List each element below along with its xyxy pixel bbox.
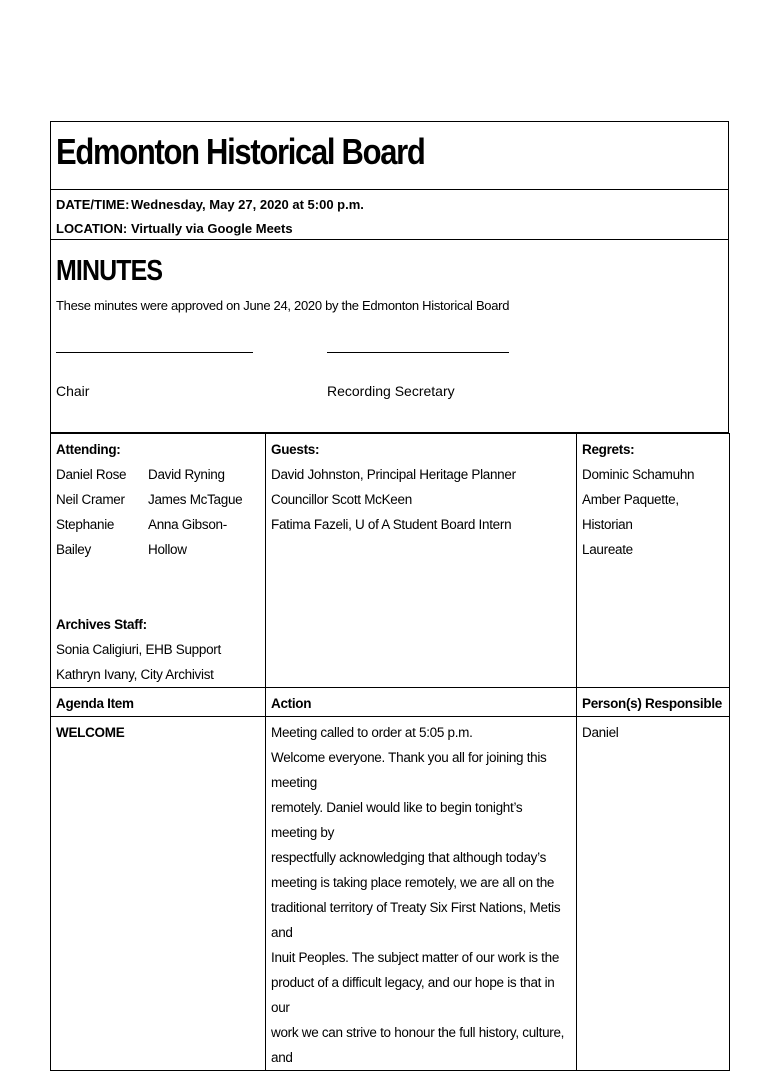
guest: David Johnston, Principal Heritage Planner: [271, 467, 516, 482]
meeting-details: [50, 189, 729, 240]
action-line: traditional territory of Treaty Six First Nations, Metis and: [271, 900, 561, 940]
attendee: Stephanie Bailey: [56, 517, 115, 557]
archives-staff-member: Kathryn Ivany, City Archivist: [56, 667, 214, 682]
date-label: DATE/TIME:: [56, 197, 130, 212]
action-line: work we can strive to honour the full history, culture, and: [271, 1025, 565, 1065]
agenda-item: WELCOME: [51, 717, 266, 1071]
attendee: James McTague: [148, 492, 243, 507]
column-header-agenda-item: Agenda Item: [51, 688, 266, 717]
attendee: Anna Gibson-Hollow: [148, 517, 227, 557]
chair-signature-line: [56, 352, 253, 353]
guests-header: Guests:: [271, 442, 320, 457]
minutes-document: [50, 121, 729, 1071]
column-header-responsible: Person(s) Responsible: [577, 688, 730, 717]
regret: Amber Paquette, Historian: [582, 492, 679, 532]
action-line: Inuit Peoples. The subject matter of our work is the: [271, 950, 560, 965]
attending-cell: [51, 434, 266, 688]
column-header-action: Action: [266, 688, 577, 717]
attendee: Neil Cramer: [56, 492, 125, 507]
guest: Fatima Fazeli, U of A Student Board Intern: [271, 517, 512, 532]
date-line: [56, 193, 723, 217]
regret: Laureate: [582, 542, 633, 557]
agenda-responsible: Daniel: [577, 717, 730, 1071]
minutes-heading: MINUTES: [56, 255, 163, 287]
approval-statement: These minutes were approved on June 24, 2020 by the Edmonton Historical Board: [56, 298, 510, 313]
guests-cell: [266, 434, 577, 688]
agenda-row-welcome: [51, 717, 730, 1071]
attending-list: [56, 462, 260, 562]
attendance-row: [51, 434, 730, 688]
title-section: [50, 121, 729, 189]
regret: Dominic Schamuhn: [582, 467, 695, 482]
action-line: Meeting called to order at 5:05 p.m.: [271, 725, 473, 740]
action-line: respectfully acknowledging that although today’s: [271, 850, 547, 865]
regrets-cell: [577, 434, 730, 688]
document-title: Edmonton Historical Board: [56, 131, 425, 172]
chair-label: Chair: [56, 383, 90, 399]
secretary-label: Recording Secretary: [327, 383, 455, 399]
agenda-action: [266, 717, 577, 1071]
attendee: David Ryning: [148, 467, 225, 482]
guest: Councillor Scott McKeen: [271, 492, 412, 507]
action-line: remotely. Daniel would like to begin tonight’s meeting by: [271, 800, 523, 840]
attendance-agenda-table: [50, 433, 730, 1071]
attending-header: Attending:: [56, 442, 121, 457]
minutes-section: [50, 240, 729, 433]
spacer: [56, 562, 260, 612]
secretary-signature-line: [327, 352, 509, 353]
location-value: Virtually via Google Meets: [131, 221, 293, 236]
archives-staff-member: Sonia Caligiuri, EHB Support: [56, 642, 221, 657]
agenda-header-row: [51, 688, 730, 717]
archives-header: Archives Staff:: [56, 617, 147, 632]
location-line: [56, 217, 723, 241]
action-line: Welcome everyone. Thank you all for joining this meeting: [271, 750, 547, 790]
date-value: Wednesday, May 27, 2020 at 5:00 p.m.: [131, 197, 364, 212]
action-line: product of a difficult legacy, and our hope is that in our: [271, 975, 555, 1015]
regrets-header: Regrets:: [582, 442, 635, 457]
action-line: meeting is taking place remotely, we are all on the: [271, 875, 555, 890]
attendee: Daniel Rose: [56, 467, 127, 482]
location-label: LOCATION:: [56, 221, 128, 236]
